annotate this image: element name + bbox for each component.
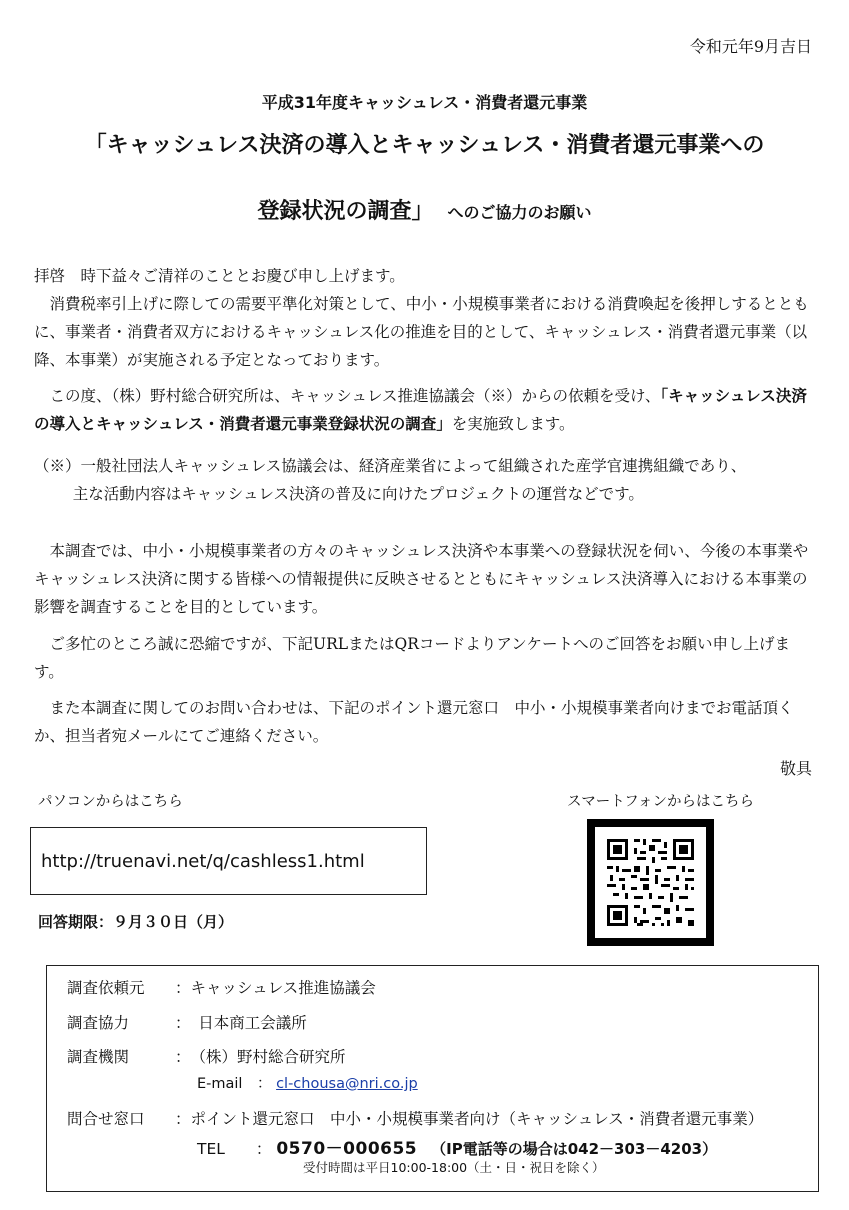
email-label: E-mail ： — [197, 1076, 272, 1092]
paragraph-survey-intro-end: を実施致します。 — [451, 415, 575, 433]
survey-name-bold: 「キャッシュレス決済の導入とキャッシュレス・消費者還元事業登録状況の調査」 — [34, 387, 807, 433]
tel-label: TEL ： — [197, 1140, 272, 1158]
info-row-contact — [67, 1107, 763, 1129]
answer-deadline: 回答期限：９月３０日（月） — [38, 913, 234, 931]
paragraph-survey-intro — [34, 382, 814, 438]
header-survey-title-main: 登録状況の調査」 — [257, 199, 434, 224]
agency-key: 調査機関 — [67, 1048, 130, 1066]
tel-ip-note: （IP電話等の場合は042－303－4203） — [431, 1140, 718, 1158]
info-row-email — [197, 1072, 418, 1093]
contact-key: 問合せ窓口 — [67, 1110, 145, 1128]
survey-url[interactable]: http://truenavi.net/q/cashless1.html — [41, 850, 365, 872]
qr-code-inner — [595, 827, 706, 938]
paragraph-inquiry: また本調査に関してのお問い合わせは、下記のポイント還元窓口 中小・小規模事業者向けまでお電話頂くか、担当者宛メールにてご連絡ください。 — [34, 699, 794, 745]
closing-regards: 敬具 — [779, 759, 812, 778]
tel-number[interactable]: 0570－000655 — [276, 1139, 418, 1159]
cooperation-key: 調査協力 — [67, 1014, 130, 1032]
smartphone-access-label: スマートフォンからはこちら — [567, 794, 755, 810]
note-block — [34, 452, 814, 508]
header-survey-title-line2 — [0, 194, 849, 225]
requester-value: ：キャッシュレス推進協議会 — [175, 979, 376, 997]
header-survey-title-line1: 「キャッシュレス決済の導入とキャッシュレス・消費者還元事業への — [84, 133, 765, 158]
agency-value: ： （株）野村総合研究所 — [175, 1048, 346, 1066]
header-request-text: へのご協力のお願い — [447, 203, 592, 222]
note-line-1: （※）一般社団法人キャッシュレス協議会は、経済産業省によって組織された産学官連携組織であり、 — [34, 457, 747, 475]
info-row-hours: 受付時間は平日10:00-18:00（土・日・祝日を除く） — [303, 1160, 605, 1175]
info-row-cooperation — [67, 1011, 307, 1033]
paragraph-request: ご多忙のところ誠に恐縮ですが、下記URLまたはQRコードよりアンケートへのご回答をお願い申し上げます。 — [34, 635, 790, 681]
paragraph-background: 消費税率引上げに際しての需要平準化対策として、中小・小規模事業者における消費喚起を後押しするとともに、事業者・消費者双方におけるキャッシュレス化の推進を目的として、キャッシュレス・消費者還元事業（以降、本事業）が実施される予定となっております。 — [34, 295, 809, 369]
info-row-tel — [197, 1134, 717, 1159]
requester-key: 調査依頼元 — [67, 979, 145, 997]
survey-info-box — [46, 965, 819, 1192]
info-row-agency — [67, 1045, 346, 1067]
email-link[interactable]: cl-chousa@nri.co.jp — [276, 1076, 418, 1092]
qr-code[interactable] — [587, 819, 714, 946]
info-row-requester — [67, 976, 376, 998]
paragraph-survey-intro-start: この度、（株）野村総合研究所は、キャッシュレス推進協議会（※）からの依頼を受け、 — [49, 387, 661, 405]
document-date: 令和元年9月吉日 — [689, 37, 812, 56]
greeting: 拝啓 時下益々ご清祥のこととお慶び申し上げます。 — [34, 267, 405, 285]
qr-code-icon — [595, 827, 706, 938]
pc-access-label: パソコンからはこちら — [38, 794, 183, 810]
note-line-2: 主な活動内容はキャッシュレス決済の普及に向けたプロジェクトの運営などです。 — [72, 485, 644, 503]
contact-value: ：ポイント還元窓口 中小・小規模事業者向け（キャッシュレス・消費者還元事業） — [175, 1110, 764, 1128]
header-program-title: 平成31年度キャッシュレス・消費者還元事業 — [261, 93, 588, 112]
paragraph-purpose: 本調査では、中小・小規模事業者の方々のキャッシュレス決済や本事業への登録状況を伺い、今後の本事業やキャッシュレス決済に関する皆様への情報提供に反映させるとともにキャッシュレス決済導入における本事業の影響を調査することを目的としています。 — [34, 542, 809, 616]
cooperation-value: ： 日本商工会議所 — [175, 1014, 307, 1032]
survey-url-box[interactable] — [30, 827, 427, 895]
